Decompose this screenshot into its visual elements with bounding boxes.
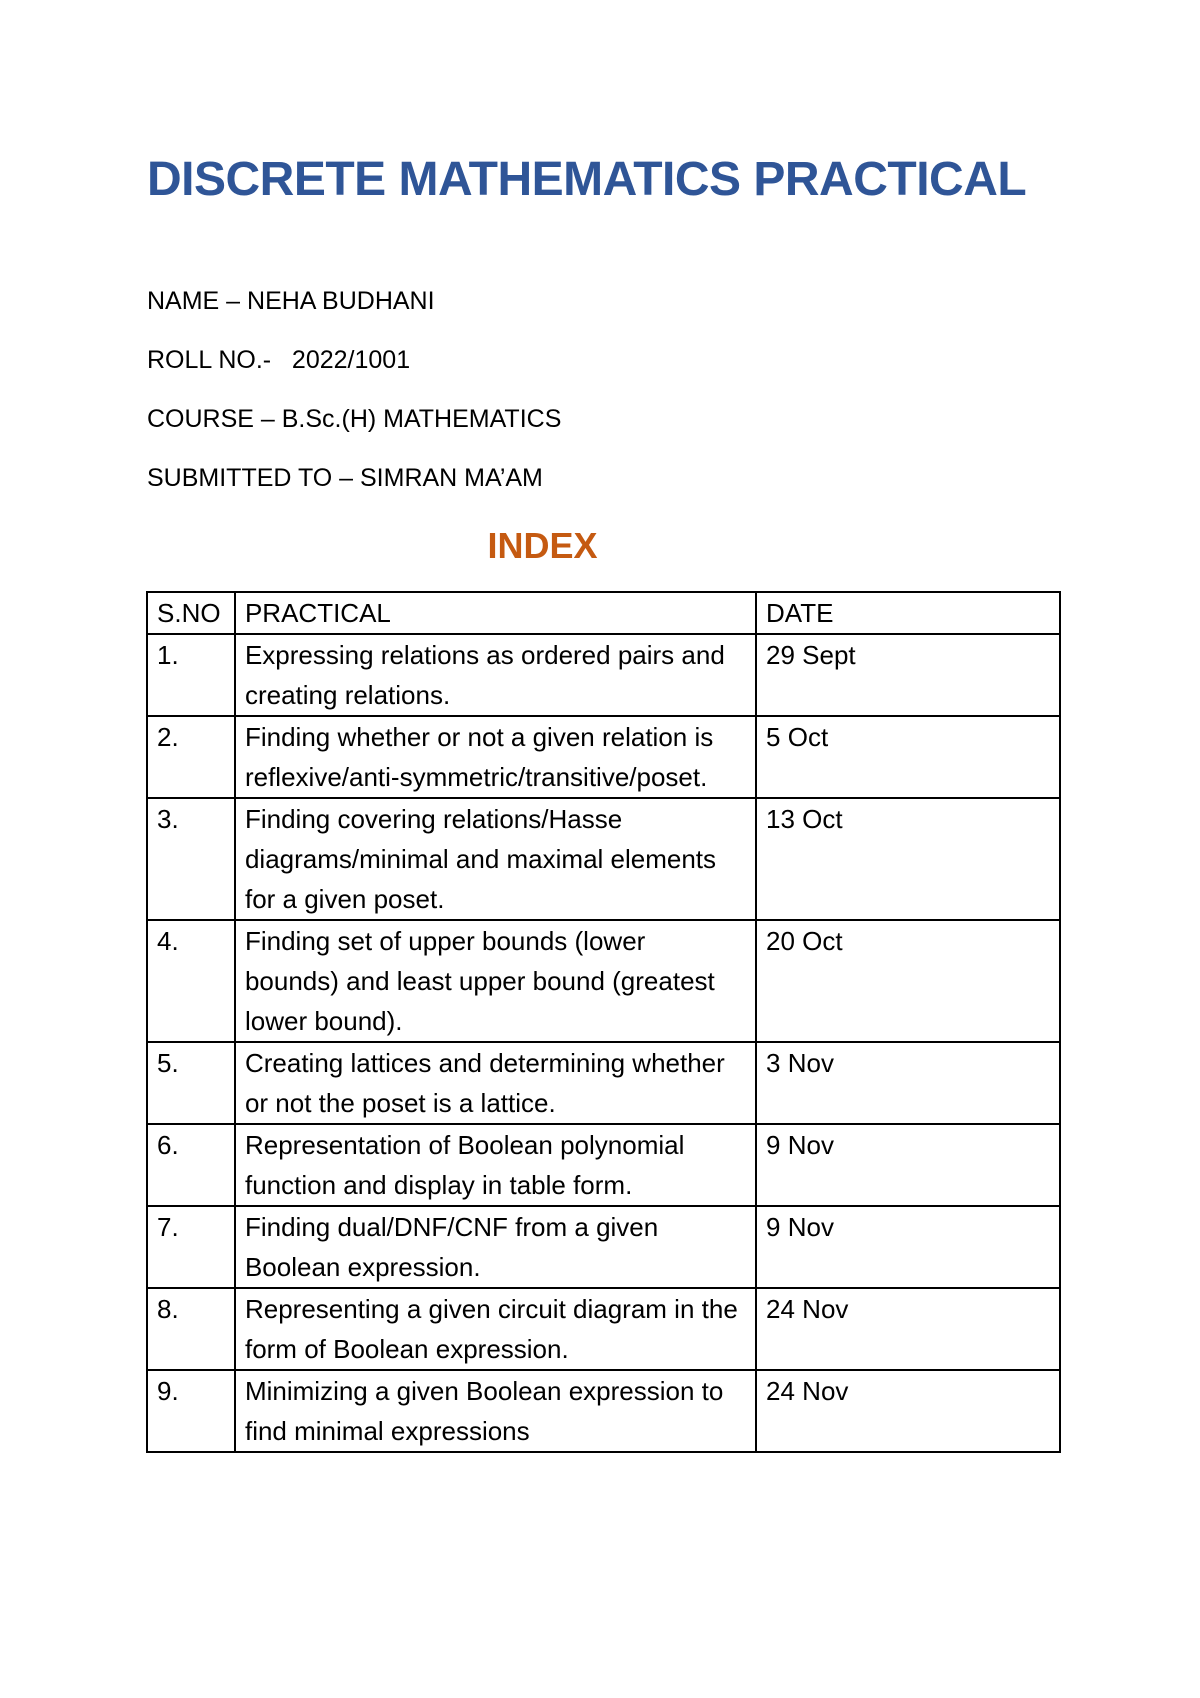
row-date: 9 Nov [756, 1206, 1060, 1288]
row-practical: Representation of Boolean polynomial function and display in table form. [235, 1124, 756, 1206]
row-practical: Creating lattices and determining whether or not the poset is a lattice. [235, 1042, 756, 1124]
row-date: 3 Nov [756, 1042, 1060, 1124]
header-sno: S.NO [147, 592, 235, 634]
row-practical: Finding dual/DNF/CNF from a given Boolean expression. [235, 1206, 756, 1288]
row-practical: Representing a given circuit diagram in the form of Boolean expression. [235, 1288, 756, 1370]
row-date: 13 Oct [756, 798, 1060, 920]
table-row [147, 1370, 1060, 1452]
row-practical: Expressing relations as ordered pairs and creating relations. [235, 634, 756, 716]
table-row [147, 1124, 1060, 1206]
row-date: 24 Nov [756, 1288, 1060, 1370]
row-sno: 4. [147, 920, 235, 1042]
table-row [147, 920, 1060, 1042]
course: COURSE – B.Sc.(H) MATHEMATICS [147, 405, 562, 433]
index-heading: INDEX [487, 525, 598, 566]
row-sno: 8. [147, 1288, 235, 1370]
row-practical: Finding set of upper bounds (lower bounds) and least upper bound (greatest lower bound). [235, 920, 756, 1042]
table-row [147, 1288, 1060, 1370]
table-row [147, 1206, 1060, 1288]
table-header-row [147, 592, 1060, 634]
row-sno: 9. [147, 1370, 235, 1452]
table-row [147, 716, 1060, 798]
roll-number: ROLL NO.- 2022/1001 [147, 346, 411, 374]
row-date: 5 Oct [756, 716, 1060, 798]
table-row [147, 798, 1060, 920]
row-sno: 7. [147, 1206, 235, 1288]
student-name: NAME – NEHA BUDHANI [147, 287, 435, 315]
submitted-to: SUBMITTED TO – SIMRAN MA’AM [147, 464, 543, 492]
row-practical: Finding covering relations/Hasse diagrams/minimal and maximal elements for a given poset. [235, 798, 756, 920]
row-sno: 2. [147, 716, 235, 798]
row-sno: 6. [147, 1124, 235, 1206]
row-date: 20 Oct [756, 920, 1060, 1042]
table-row [147, 634, 1060, 716]
header-practical: PRACTICAL [235, 592, 756, 634]
header-date: DATE [756, 592, 1060, 634]
row-sno: 5. [147, 1042, 235, 1124]
row-date: 9 Nov [756, 1124, 1060, 1206]
table-row [147, 1042, 1060, 1124]
document-title: DISCRETE MATHEMATICS PRACTICAL [147, 153, 1027, 206]
row-sno: 3. [147, 798, 235, 920]
row-date: 24 Nov [756, 1370, 1060, 1452]
row-sno: 1. [147, 634, 235, 716]
row-practical: Minimizing a given Boolean expression to find minimal expressions [235, 1370, 756, 1452]
row-practical: Finding whether or not a given relation is reflexive/anti-symmetric/transitive/poset. [235, 716, 756, 798]
index-table [146, 591, 1061, 1453]
row-date: 29 Sept [756, 634, 1060, 716]
